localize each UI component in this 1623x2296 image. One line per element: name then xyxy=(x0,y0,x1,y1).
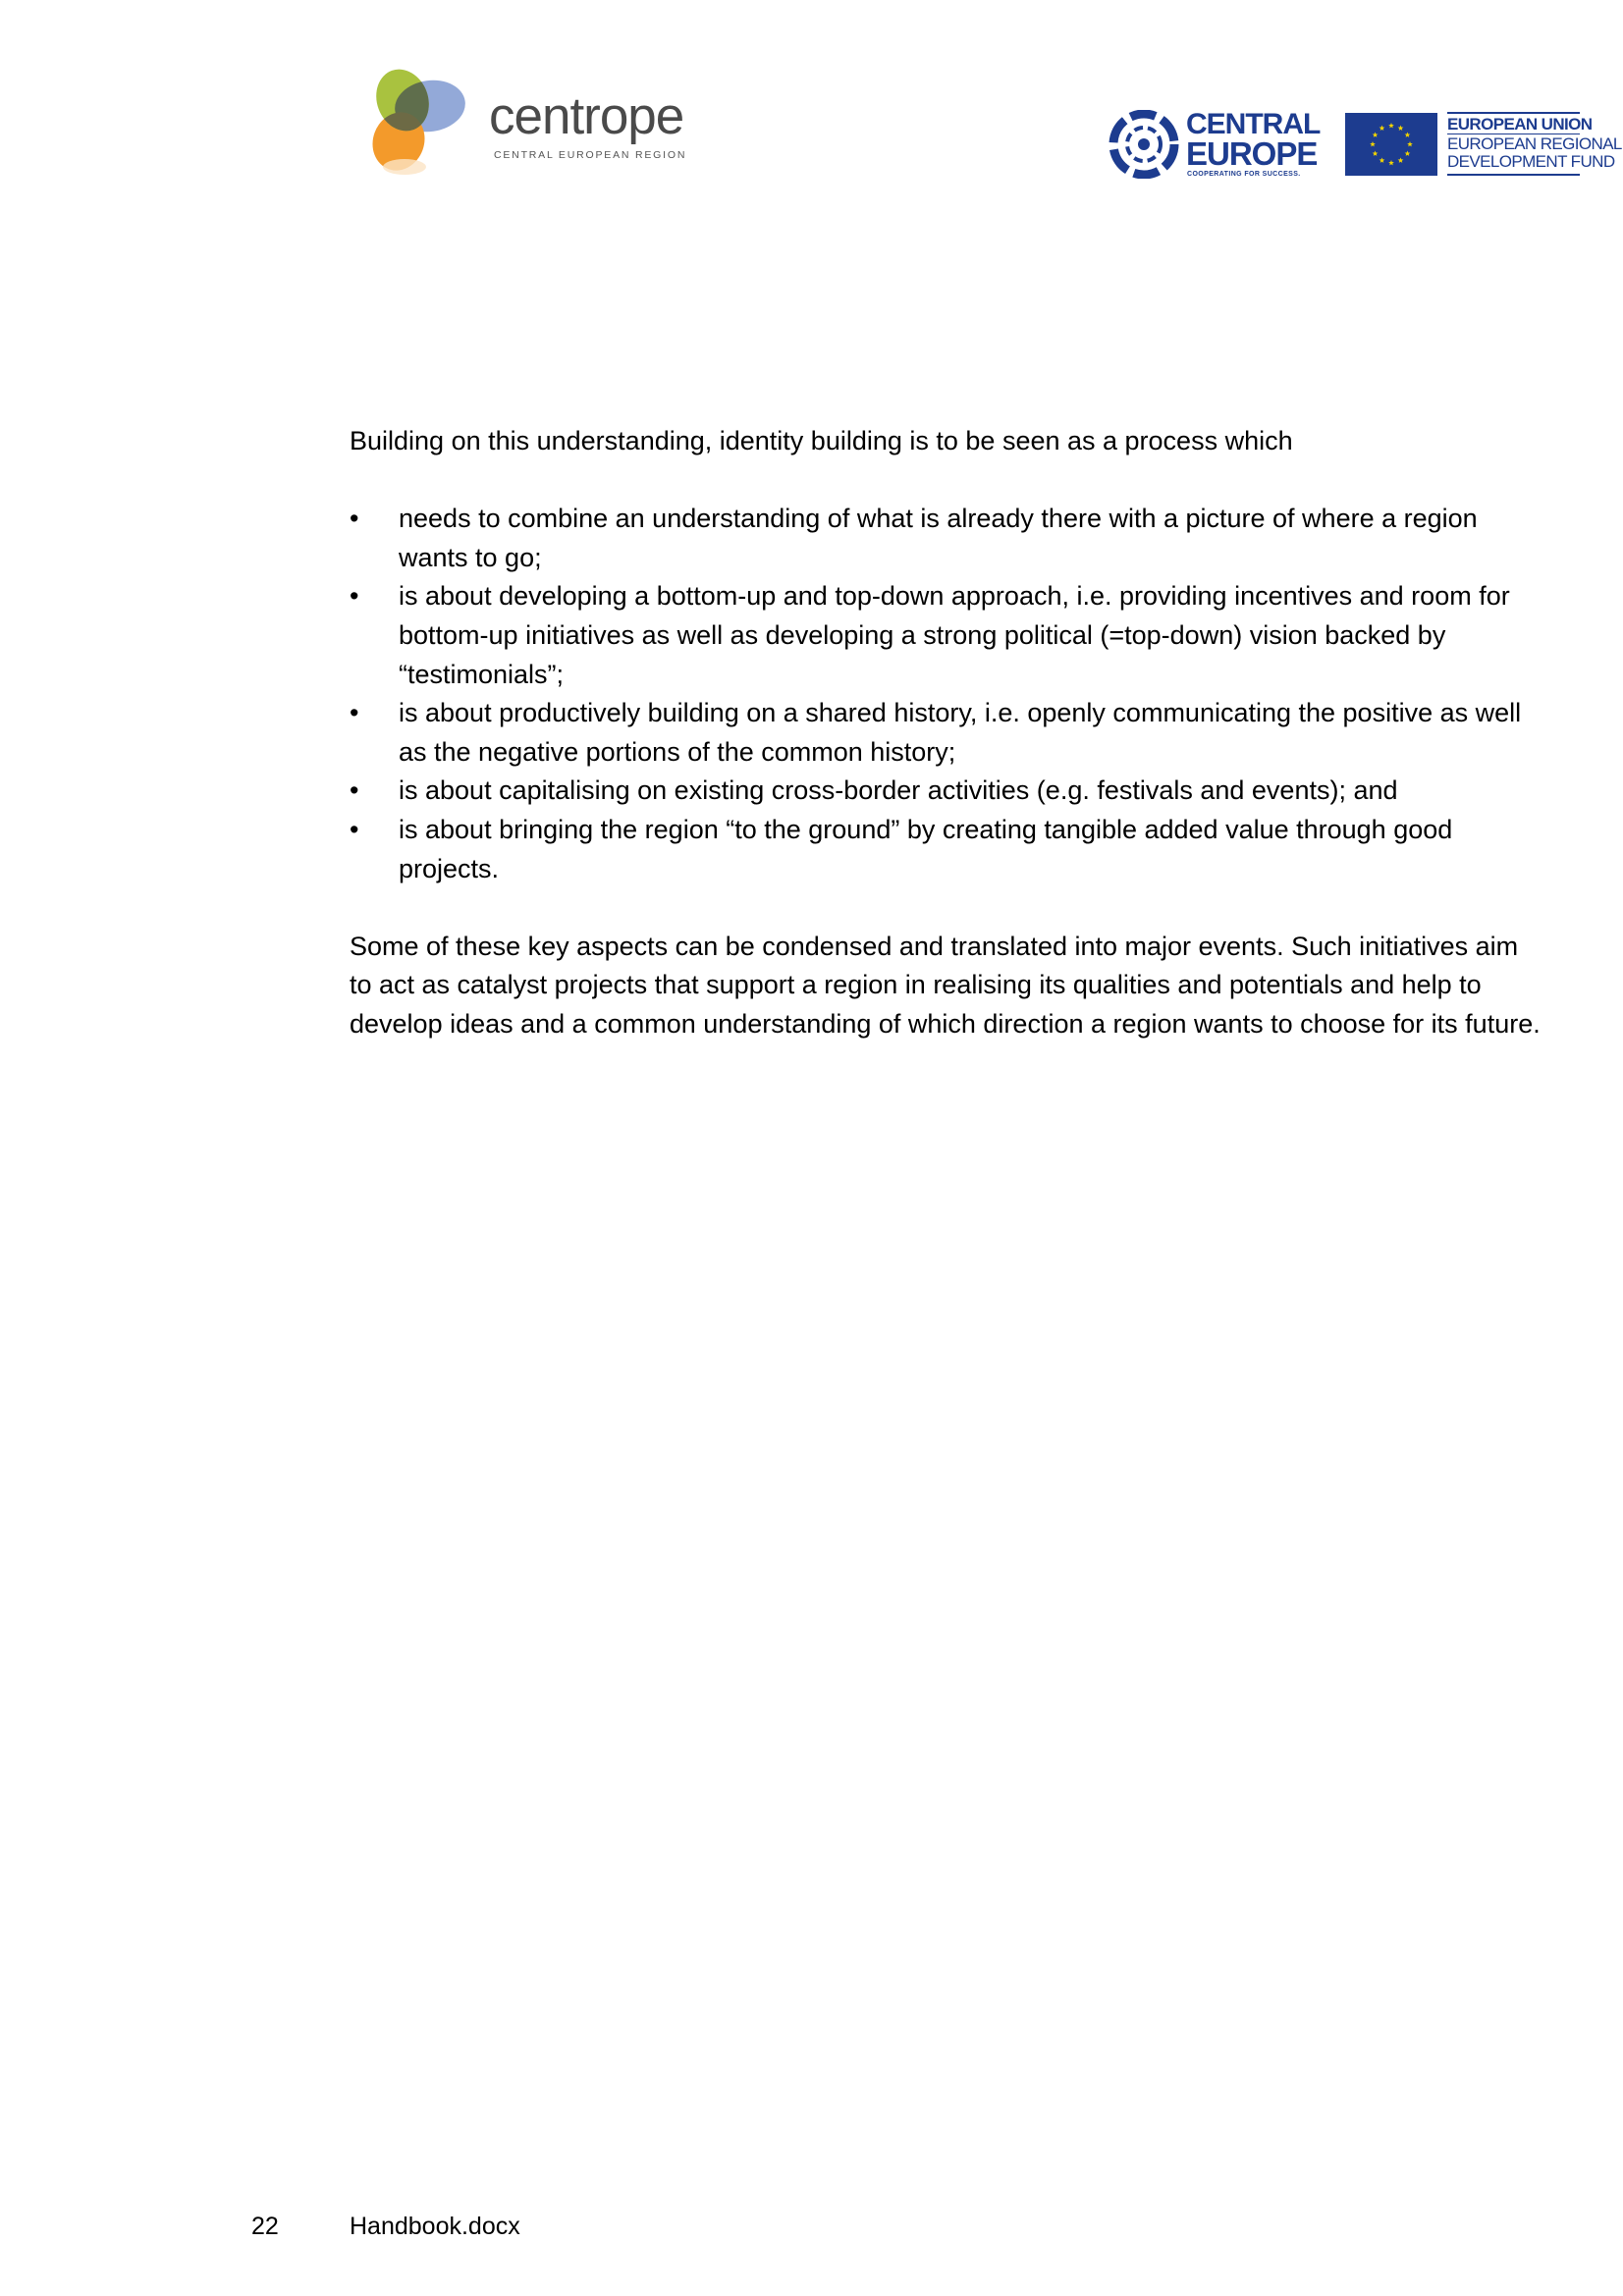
central-europe-logo xyxy=(1108,106,1328,179)
central-europe-line1: CENTRAL xyxy=(1186,108,1321,140)
eu-line-fund: DEVELOPMENT FUND xyxy=(1447,152,1615,171)
list-item-text: is about developing a bottom-up and top-down approach, i.e. providing incentives and room for bottom-up initiatives as well as developing a strong political (=top-down) vision backed by “testimonials”; xyxy=(399,581,1510,689)
central-europe-line2: EUROPE xyxy=(1186,135,1318,172)
list-item xyxy=(350,577,1547,694)
eu-regional-fund-logo xyxy=(1447,112,1622,177)
eu-line-union: EUROPEAN UNION xyxy=(1447,115,1593,133)
bullet-icon: • xyxy=(350,504,359,534)
eu-rule-bottom xyxy=(1447,174,1580,176)
page-number: 22 xyxy=(251,2213,279,2240)
list-item-text: is about bringing the region “to the ground” by creating tangible added value through good projects. xyxy=(399,814,1453,883)
list-item xyxy=(350,772,1547,811)
list-item xyxy=(350,811,1547,888)
bullet-icon: • xyxy=(350,581,359,612)
centrope-wordmark: centrope xyxy=(489,87,684,145)
list-item-text: is about capitalising on existing cross-border activities (e.g. festivals and events); and xyxy=(399,775,1398,806)
intro-paragraph: Building on this understanding, identity building is to be seen as a process which xyxy=(350,426,1293,455)
list-item-text: is about productively building on a shared history, i.e. openly communicating the positive as well as the negative portions of the common history; xyxy=(399,698,1522,767)
bullet-icon: • xyxy=(350,698,359,728)
closing-paragraph: Some of these key aspects can be condensed and translated into major events. Such initiatives aim to act as catalyst projects that support a region in realising its qualities and potentials and help to develop ideas and a common understanding of which direction a region wants to choose for its future. xyxy=(350,931,1541,1039)
centrope-logo xyxy=(361,65,685,183)
bullet-icon: • xyxy=(350,814,359,844)
centrope-mark-icon xyxy=(361,65,487,183)
centrope-subtitle: CENTRAL EUROPEAN REGION xyxy=(494,149,687,161)
eu-line-regional: EUROPEAN REGIONAL xyxy=(1447,134,1622,153)
list-item xyxy=(350,500,1547,577)
central-europe-emblem-icon xyxy=(1108,110,1180,179)
central-europe-tagline: COOPERATING FOR SUCCESS. xyxy=(1187,171,1301,178)
list-item xyxy=(350,694,1547,772)
eu-rule-top xyxy=(1447,112,1580,114)
body-text xyxy=(350,422,1547,1044)
bullet-icon: • xyxy=(350,775,359,806)
bullet-list xyxy=(350,500,1547,888)
footer-file-name: Handbook.docx xyxy=(350,2213,520,2240)
eu-flag-icon xyxy=(1345,113,1437,176)
list-item-text: needs to combine an understanding of what is already there with a picture of where a region wants to go; xyxy=(399,504,1478,572)
